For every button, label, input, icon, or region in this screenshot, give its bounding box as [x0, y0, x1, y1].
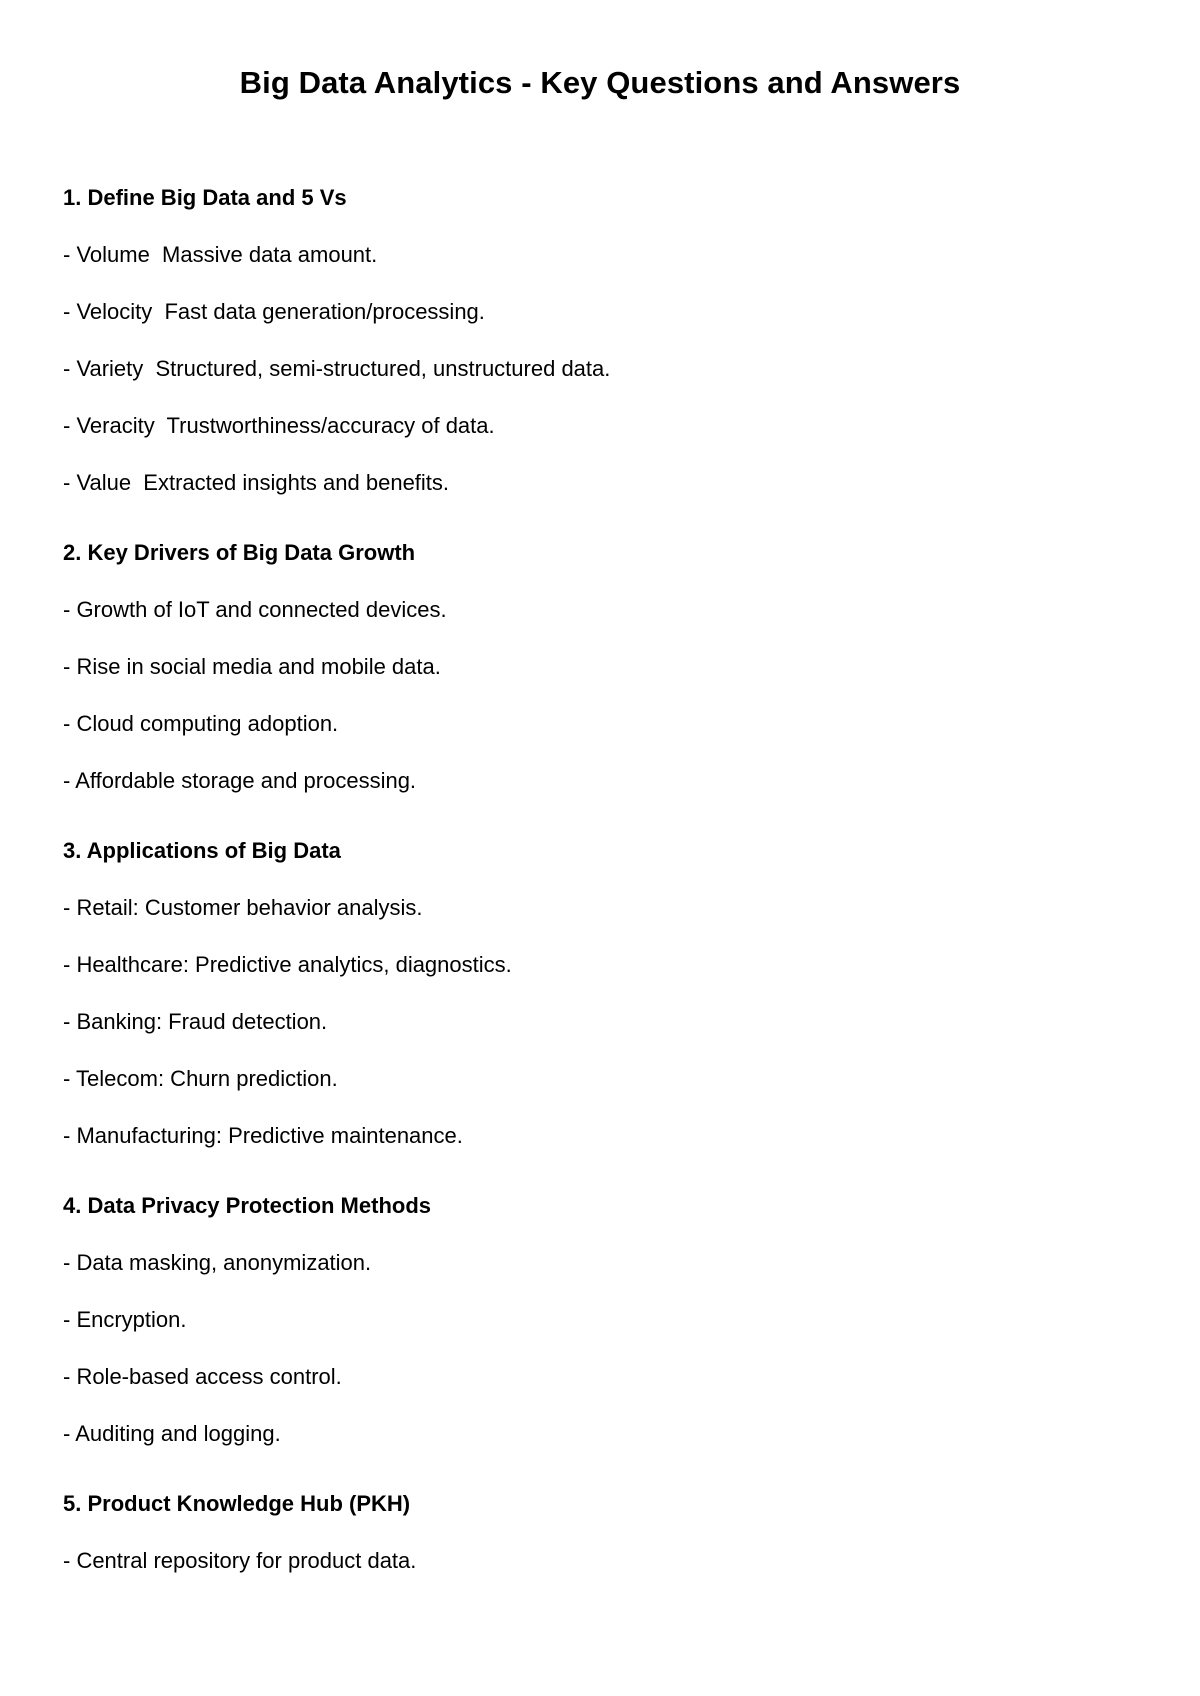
list-item: - Auditing and logging.: [63, 1421, 281, 1446]
list-item: - Rise in social media and mobile data.: [63, 654, 441, 679]
section-heading: 5. Product Knowledge Hub (PKH): [63, 1491, 411, 1516]
section-heading: 2. Key Drivers of Big Data Growth: [63, 540, 416, 565]
document-body: [63, 184, 1143, 1575]
section-heading: 3. Applications of Big Data: [63, 838, 341, 863]
list-item: - Telecom: Churn prediction.: [63, 1066, 338, 1091]
list-item: - Central repository for product data.: [63, 1548, 417, 1573]
list-item: - Cloud computing adoption.: [63, 711, 339, 736]
section-applications: [63, 837, 1143, 1150]
list-item: - Healthcare: Predictive analytics, diagnostics.: [63, 952, 512, 977]
list-item: - Veracity Trustworthiness/accuracy of data.: [63, 413, 495, 438]
list-item: - Role-based access control.: [63, 1364, 342, 1389]
list-item: - Data masking, anonymization.: [63, 1250, 372, 1275]
section-key-drivers: [63, 539, 1143, 795]
list-item: - Growth of IoT and connected devices.: [63, 597, 447, 622]
list-item: - Encryption.: [63, 1307, 187, 1332]
list-item: - Manufacturing: Predictive maintenance.: [63, 1123, 463, 1148]
section-define-big-data: [63, 184, 1143, 497]
section-data-privacy: [63, 1192, 1143, 1448]
list-item: - Velocity Fast data generation/processing.: [63, 299, 485, 324]
section-product-knowledge-hub: [63, 1490, 1143, 1575]
page-title: Big Data Analytics - Key Questions and Answers: [239, 65, 961, 100]
list-item: - Variety Structured, semi-structured, unstructured data.: [63, 356, 611, 381]
list-item: - Banking: Fraud detection.: [63, 1009, 328, 1034]
list-item: - Volume Massive data amount.: [63, 242, 378, 267]
list-item: - Retail: Customer behavior analysis.: [63, 895, 423, 920]
list-item: - Value Extracted insights and benefits.: [63, 470, 450, 495]
list-item: - Affordable storage and processing.: [63, 768, 417, 793]
section-heading: 1. Define Big Data and 5 Vs: [63, 185, 347, 210]
section-heading: 4. Data Privacy Protection Methods: [63, 1193, 431, 1218]
